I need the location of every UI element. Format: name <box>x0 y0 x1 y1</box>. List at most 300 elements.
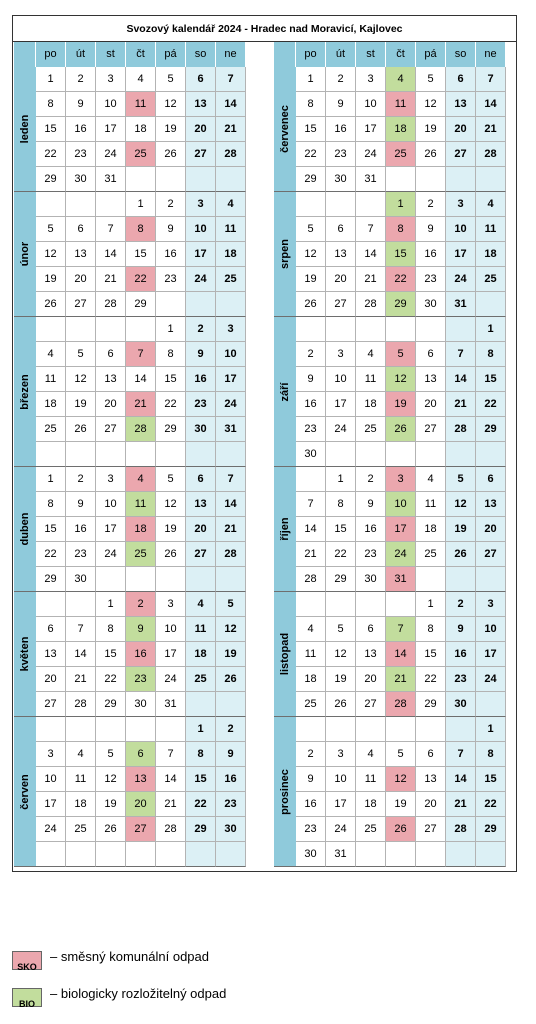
day-cell <box>216 167 246 192</box>
day-cell: 1 <box>326 467 356 492</box>
day-cell: 19 <box>386 392 416 417</box>
day-cell: 3 <box>326 742 356 767</box>
day-cell: 5 <box>386 742 416 767</box>
day-cell: 16 <box>186 367 216 392</box>
day-cell: 14 <box>216 492 246 517</box>
day-cell: 5 <box>216 592 246 617</box>
month-block <box>14 192 246 317</box>
day-cell <box>476 567 506 592</box>
day-cell: 25 <box>36 417 66 442</box>
day-cell: 26 <box>296 292 326 317</box>
day-cell: 26 <box>96 817 126 842</box>
month-label <box>274 317 296 467</box>
month-block <box>14 592 246 717</box>
day-cell <box>36 442 66 467</box>
day-cell: 5 <box>296 217 326 242</box>
day-cell: 28 <box>96 292 126 317</box>
day-cell: 2 <box>356 467 386 492</box>
day-cell: 29 <box>326 567 356 592</box>
day-cell: 14 <box>446 367 476 392</box>
day-cell: 30 <box>66 167 96 192</box>
day-cell <box>36 842 66 867</box>
day-cell: 3 <box>96 67 126 92</box>
day-cell: 16 <box>66 517 96 542</box>
month-name: září <box>279 382 291 401</box>
day-cell: 27 <box>356 692 386 717</box>
day-cell: 22 <box>416 667 446 692</box>
day-cell: 30 <box>356 567 386 592</box>
day-cell <box>126 567 156 592</box>
day-cell: 8 <box>476 742 506 767</box>
day-cell <box>126 167 156 192</box>
day-cell: 8 <box>186 742 216 767</box>
month-name: březen <box>19 373 31 410</box>
day-cell: 18 <box>126 517 156 542</box>
day-cell: 4 <box>36 342 66 367</box>
day-cell: 19 <box>66 392 96 417</box>
month-name: duben <box>19 512 31 546</box>
day-cell: 12 <box>66 367 96 392</box>
month-label <box>274 67 296 192</box>
month-label <box>14 67 36 192</box>
day-cell: 20 <box>446 117 476 142</box>
day-cell: 23 <box>66 542 96 567</box>
day-cell: 25 <box>416 542 446 567</box>
day-cell <box>96 717 126 742</box>
day-cell: 24 <box>326 817 356 842</box>
day-cell: 3 <box>476 592 506 617</box>
day-cell: 7 <box>66 617 96 642</box>
day-cell: 12 <box>156 492 186 517</box>
day-cell: 17 <box>36 792 66 817</box>
day-cell <box>96 317 126 342</box>
day-cell: 15 <box>386 242 416 267</box>
day-cell: 28 <box>446 817 476 842</box>
weekday-header-cell: po <box>296 42 326 67</box>
day-cell: 3 <box>36 742 66 767</box>
day-cell: 18 <box>296 667 326 692</box>
day-cell <box>446 842 476 867</box>
day-cell: 30 <box>216 817 246 842</box>
day-cell: 21 <box>446 792 476 817</box>
day-cell: 3 <box>386 467 416 492</box>
weekday-header-cell: st <box>96 42 126 67</box>
day-cell <box>476 442 506 467</box>
day-cell <box>356 317 386 342</box>
day-cell: 15 <box>36 117 66 142</box>
day-cell: 10 <box>96 492 126 517</box>
day-cell <box>476 692 506 717</box>
day-cell: 29 <box>476 417 506 442</box>
day-cell: 17 <box>386 517 416 542</box>
day-cell: 20 <box>476 517 506 542</box>
day-cell: 7 <box>386 617 416 642</box>
day-cell <box>156 717 186 742</box>
day-cell: 21 <box>156 792 186 817</box>
day-cell: 23 <box>446 667 476 692</box>
day-cell: 14 <box>126 367 156 392</box>
day-cell: 4 <box>356 342 386 367</box>
day-cell: 5 <box>416 67 446 92</box>
month-block <box>14 317 246 467</box>
day-cell: 3 <box>156 592 186 617</box>
day-cell: 9 <box>126 617 156 642</box>
month-name: prosinec <box>279 768 291 815</box>
legend-item-sko <box>12 948 312 970</box>
month-block <box>14 467 246 592</box>
day-cell: 8 <box>36 492 66 517</box>
weekday-header-cell: ne <box>476 42 506 67</box>
day-cell <box>296 317 326 342</box>
day-cell: 22 <box>476 792 506 817</box>
day-cell: 16 <box>216 767 246 792</box>
day-cell: 29 <box>126 292 156 317</box>
day-cell: 27 <box>326 292 356 317</box>
day-cell: 1 <box>476 717 506 742</box>
day-cell: 3 <box>96 467 126 492</box>
month-block <box>274 592 506 717</box>
day-cell: 27 <box>416 417 446 442</box>
day-cell: 1 <box>416 592 446 617</box>
day-cell: 31 <box>356 167 386 192</box>
day-cell: 10 <box>36 767 66 792</box>
month-block <box>274 67 506 192</box>
day-cell: 18 <box>216 242 246 267</box>
day-cell <box>156 292 186 317</box>
day-cell: 24 <box>476 667 506 692</box>
day-cell: 11 <box>126 92 156 117</box>
day-cell: 31 <box>216 417 246 442</box>
day-cell: 5 <box>156 67 186 92</box>
day-cell <box>66 842 96 867</box>
day-cell: 20 <box>126 792 156 817</box>
day-cell: 18 <box>476 242 506 267</box>
day-cell: 15 <box>476 367 506 392</box>
day-cell: 1 <box>186 717 216 742</box>
day-cell: 3 <box>186 192 216 217</box>
day-cell <box>66 317 96 342</box>
day-cell: 24 <box>356 142 386 167</box>
day-cell <box>446 317 476 342</box>
day-cell: 28 <box>216 542 246 567</box>
month-label <box>14 717 36 867</box>
month-block <box>14 67 246 192</box>
day-cell: 10 <box>446 217 476 242</box>
day-cell <box>36 192 66 217</box>
month-name: květen <box>19 636 31 672</box>
day-cell: 13 <box>356 642 386 667</box>
day-cell <box>186 842 216 867</box>
day-cell: 16 <box>446 642 476 667</box>
month-block <box>274 192 506 317</box>
day-cell: 13 <box>186 492 216 517</box>
day-cell: 13 <box>186 92 216 117</box>
day-cell: 9 <box>66 492 96 517</box>
day-cell: 29 <box>386 292 416 317</box>
calendar-title: Svozový kalendář 2024 - Hradec nad Moravicí, Kajlovec <box>13 16 516 42</box>
day-cell <box>36 592 66 617</box>
day-cell: 17 <box>326 792 356 817</box>
day-cell: 10 <box>156 617 186 642</box>
day-cell: 15 <box>156 367 186 392</box>
weekday-header-cell: út <box>326 42 356 67</box>
day-cell: 19 <box>156 517 186 542</box>
day-cell: 19 <box>446 517 476 542</box>
day-cell: 14 <box>386 642 416 667</box>
day-cell: 23 <box>296 417 326 442</box>
day-cell <box>356 192 386 217</box>
day-cell: 6 <box>446 67 476 92</box>
day-cell: 23 <box>416 267 446 292</box>
day-cell: 5 <box>66 342 96 367</box>
day-cell: 12 <box>96 767 126 792</box>
day-cell: 5 <box>386 342 416 367</box>
day-cell: 7 <box>216 67 246 92</box>
day-cell: 7 <box>446 742 476 767</box>
day-cell: 6 <box>126 742 156 767</box>
day-cell: 21 <box>216 517 246 542</box>
day-cell: 2 <box>186 317 216 342</box>
day-cell: 16 <box>356 517 386 542</box>
day-cell: 7 <box>476 67 506 92</box>
day-cell: 19 <box>296 267 326 292</box>
day-cell: 17 <box>156 642 186 667</box>
day-cell: 6 <box>476 467 506 492</box>
day-cell: 24 <box>96 142 126 167</box>
day-cell: 15 <box>326 517 356 542</box>
day-cell <box>66 192 96 217</box>
day-cell <box>96 442 126 467</box>
day-cell: 18 <box>416 517 446 542</box>
day-cell <box>446 167 476 192</box>
day-cell: 25 <box>476 267 506 292</box>
day-cell: 12 <box>296 242 326 267</box>
day-cell: 13 <box>326 242 356 267</box>
month-name: listopad <box>279 632 291 676</box>
day-cell: 3 <box>216 317 246 342</box>
day-cell: 28 <box>476 142 506 167</box>
day-cell: 18 <box>386 117 416 142</box>
day-cell: 11 <box>356 767 386 792</box>
day-cell: 30 <box>296 442 326 467</box>
month-label <box>274 467 296 592</box>
day-cell: 22 <box>126 267 156 292</box>
day-cell: 24 <box>326 417 356 442</box>
day-cell <box>386 717 416 742</box>
day-cell: 14 <box>296 517 326 542</box>
day-cell: 11 <box>126 492 156 517</box>
month-name: leden <box>19 114 31 144</box>
day-cell: 26 <box>66 417 96 442</box>
day-cell: 5 <box>96 742 126 767</box>
weekday-header-cell: pá <box>156 42 186 67</box>
day-cell: 11 <box>416 492 446 517</box>
day-cell: 21 <box>66 667 96 692</box>
day-cell: 22 <box>96 667 126 692</box>
day-cell: 23 <box>186 392 216 417</box>
day-cell: 27 <box>476 542 506 567</box>
day-cell: 20 <box>186 517 216 542</box>
day-cell: 1 <box>36 67 66 92</box>
month-label <box>14 317 36 467</box>
month-label <box>14 467 36 592</box>
day-cell <box>416 717 446 742</box>
weekday-header-corner <box>14 42 36 67</box>
day-cell: 13 <box>416 767 446 792</box>
day-cell: 18 <box>126 117 156 142</box>
day-cell: 4 <box>416 467 446 492</box>
day-cell: 18 <box>66 792 96 817</box>
day-cell: 27 <box>186 542 216 567</box>
day-cell: 2 <box>66 67 96 92</box>
month-label <box>274 592 296 717</box>
day-cell: 10 <box>186 217 216 242</box>
day-cell <box>476 292 506 317</box>
month-name: srpen <box>279 239 291 269</box>
weekday-header-cell: pá <box>416 42 446 67</box>
day-cell: 9 <box>416 217 446 242</box>
day-cell <box>66 442 96 467</box>
day-cell: 18 <box>36 392 66 417</box>
day-cell: 5 <box>156 467 186 492</box>
day-cell: 30 <box>446 692 476 717</box>
day-cell: 8 <box>326 492 356 517</box>
day-cell <box>386 592 416 617</box>
day-cell: 30 <box>186 417 216 442</box>
day-cell: 19 <box>216 642 246 667</box>
day-cell: 9 <box>186 342 216 367</box>
day-cell: 8 <box>96 617 126 642</box>
day-cell <box>156 567 186 592</box>
day-cell: 14 <box>356 242 386 267</box>
day-cell: 24 <box>386 542 416 567</box>
day-cell: 8 <box>126 217 156 242</box>
day-cell: 2 <box>416 192 446 217</box>
day-cell: 26 <box>386 417 416 442</box>
day-cell: 30 <box>416 292 446 317</box>
day-cell: 4 <box>126 467 156 492</box>
day-cell <box>386 167 416 192</box>
day-cell: 15 <box>96 642 126 667</box>
day-cell: 23 <box>66 142 96 167</box>
day-cell: 28 <box>296 567 326 592</box>
day-cell: 19 <box>96 792 126 817</box>
day-cell <box>96 842 126 867</box>
day-cell: 14 <box>66 642 96 667</box>
day-cell: 8 <box>156 342 186 367</box>
month-label <box>274 717 296 867</box>
day-cell: 21 <box>356 267 386 292</box>
day-cell: 10 <box>386 492 416 517</box>
day-cell: 12 <box>416 92 446 117</box>
day-cell: 26 <box>416 142 446 167</box>
day-cell <box>216 567 246 592</box>
legend-text-sko: – směsný komunální odpad <box>50 949 209 964</box>
day-cell: 25 <box>386 142 416 167</box>
day-cell: 15 <box>476 767 506 792</box>
day-cell: 27 <box>126 817 156 842</box>
weekday-header-cell: út <box>66 42 96 67</box>
day-cell: 26 <box>36 292 66 317</box>
day-cell: 19 <box>156 117 186 142</box>
day-cell: 5 <box>446 467 476 492</box>
legend-text-bio: – biologicky rozložitelný odpad <box>50 986 227 1001</box>
day-cell: 29 <box>156 417 186 442</box>
day-cell: 4 <box>216 192 246 217</box>
day-cell <box>356 842 386 867</box>
day-cell: 15 <box>126 242 156 267</box>
day-cell <box>326 592 356 617</box>
day-cell: 24 <box>186 267 216 292</box>
day-cell: 24 <box>446 267 476 292</box>
day-cell: 18 <box>186 642 216 667</box>
day-cell: 21 <box>216 117 246 142</box>
month-name: únor <box>19 241 31 267</box>
legend-item-bio <box>12 985 312 1007</box>
day-cell: 11 <box>386 92 416 117</box>
weekday-header-left <box>14 42 246 67</box>
day-cell <box>296 592 326 617</box>
day-cell: 17 <box>446 242 476 267</box>
day-cell <box>156 167 186 192</box>
day-cell: 4 <box>476 192 506 217</box>
day-cell: 31 <box>446 292 476 317</box>
day-cell <box>126 717 156 742</box>
day-cell: 8 <box>386 217 416 242</box>
day-cell <box>96 192 126 217</box>
day-cell: 4 <box>66 742 96 767</box>
day-cell: 23 <box>296 817 326 842</box>
day-cell: 14 <box>476 92 506 117</box>
day-cell: 11 <box>216 217 246 242</box>
day-cell: 24 <box>36 817 66 842</box>
day-cell <box>356 717 386 742</box>
day-cell: 8 <box>476 342 506 367</box>
day-cell: 21 <box>476 117 506 142</box>
day-cell: 26 <box>216 667 246 692</box>
day-cell: 3 <box>356 67 386 92</box>
day-cell: 16 <box>326 117 356 142</box>
day-cell: 24 <box>156 667 186 692</box>
day-cell: 12 <box>216 617 246 642</box>
day-cell <box>66 717 96 742</box>
day-cell: 14 <box>96 242 126 267</box>
day-cell: 1 <box>386 192 416 217</box>
weekday-header-cell: st <box>356 42 386 67</box>
day-cell: 31 <box>156 692 186 717</box>
day-cell: 30 <box>326 167 356 192</box>
day-cell: 10 <box>96 92 126 117</box>
day-cell: 11 <box>296 642 326 667</box>
day-cell <box>326 717 356 742</box>
day-cell: 26 <box>156 142 186 167</box>
day-cell: 17 <box>476 642 506 667</box>
day-cell: 21 <box>126 392 156 417</box>
day-cell: 7 <box>216 467 246 492</box>
day-cell: 23 <box>156 267 186 292</box>
day-cell <box>36 717 66 742</box>
day-cell: 25 <box>126 542 156 567</box>
day-cell: 16 <box>156 242 186 267</box>
day-cell: 29 <box>186 817 216 842</box>
day-cell: 24 <box>96 542 126 567</box>
day-cell: 2 <box>126 592 156 617</box>
day-cell: 7 <box>356 217 386 242</box>
day-cell <box>326 442 356 467</box>
day-cell: 7 <box>446 342 476 367</box>
month-block <box>274 467 506 592</box>
day-cell: 2 <box>296 742 326 767</box>
